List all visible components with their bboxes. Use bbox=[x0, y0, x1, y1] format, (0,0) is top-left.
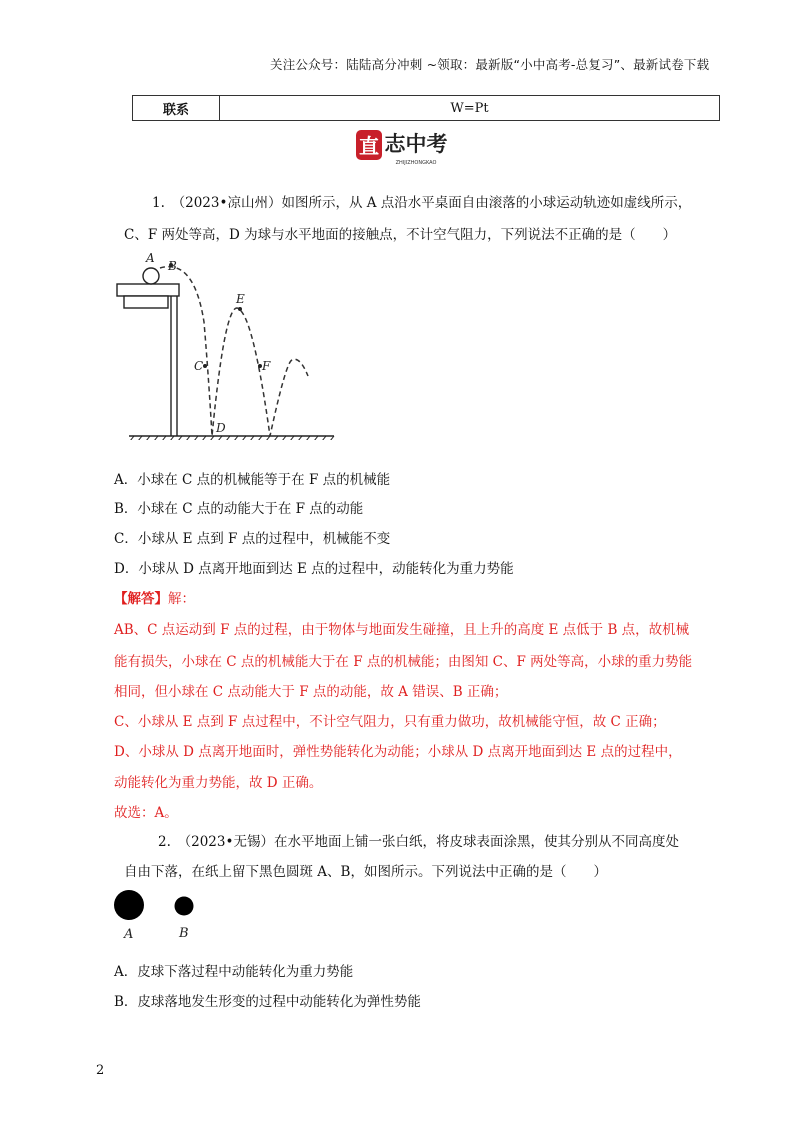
q1-stem-line2: C、F 两处等高，D 为球与水平地面的接触点，不计空气阻力，下列说法不正确的是（ ） bbox=[124, 227, 677, 243]
answer-tag: 【解答】 bbox=[114, 591, 168, 607]
answer-line: AB、C 点运动到 F 点的过程，由于物体与地面发生碰撞，且上升的高度 E 点低于 B 点，故机械 bbox=[114, 622, 690, 638]
q2-stem-line1: 2. （2023•无锡）在水平地面上铺一张白纸，将皮球表面涂黑，使其分别从不同高度处 bbox=[158, 834, 679, 850]
table-value: W=Pt bbox=[220, 96, 720, 121]
page-number: 2 bbox=[96, 1063, 105, 1078]
logo-sub-text: ZHIJIZHONGKAO bbox=[395, 160, 437, 166]
q2-stem-line2: 自由下落，在纸上留下黑色圆斑 A、B，如图所示。下列说法中正确的是（ ） bbox=[124, 864, 607, 880]
answer-tag-suffix: 解： bbox=[168, 591, 195, 607]
q1-option-c: C．小球从 E 点到 F 点的过程中，机械能不变 bbox=[114, 531, 391, 547]
answer-line: D、小球从 D 点离开地面时，弹性势能转化为动能；小球从 D 点离开地面到达 E 点的过程中， bbox=[114, 744, 682, 760]
logo bbox=[354, 124, 450, 168]
spot-label-a: A bbox=[124, 927, 134, 942]
logo-icon-char: 直 bbox=[359, 134, 379, 158]
table-row bbox=[133, 96, 720, 121]
ball bbox=[143, 268, 159, 284]
q1-figure bbox=[114, 252, 340, 440]
point-e bbox=[238, 307, 242, 311]
answer-heading bbox=[114, 593, 195, 607]
trajectory-path bbox=[160, 267, 308, 436]
logo-brand-text: 志中考 bbox=[384, 132, 448, 156]
answer-line: 动能转化为重力势能，故 D 正确。 bbox=[114, 775, 323, 791]
answer-choice: 故选：A。 bbox=[114, 805, 178, 821]
q1-option-a: A．小球在 C 点的机械能等于在 F 点的机械能 bbox=[114, 472, 391, 488]
q2-figure bbox=[112, 888, 222, 948]
spot-label-b: B bbox=[179, 926, 189, 941]
q1-stem-line1: 1. （2023•凉山州）如图所示，从 A 点沿水平桌面自由滚落的小球运动轨迹如虚线所示， bbox=[152, 195, 692, 211]
answer-line: 相同，但小球在 C 点动能大于 F 点的动能，故 A 错误、B 正确； bbox=[114, 684, 508, 700]
q2-option-b: B．皮球落地发生形变的过程中动能转化为弹性势能 bbox=[114, 994, 421, 1010]
table-edge bbox=[124, 296, 168, 308]
label-d: D bbox=[216, 421, 226, 435]
label-a: A bbox=[146, 252, 155, 265]
q1-option-d: D．小球从 D 点离开地面到达 E 点的过程中，动能转化为重力势能 bbox=[114, 561, 514, 577]
q2-option-a: A．皮球下落过程中动能转化为重力势能 bbox=[114, 964, 354, 980]
table-top bbox=[117, 284, 179, 296]
header-promo: 关注公众号：陆陆高分冲刺 ~领取：最新版“小中高考-总复习”、最新试卷下载 bbox=[270, 57, 710, 72]
label-c: C bbox=[194, 359, 204, 373]
answer-line: C、小球从 E 点到 F 点过程中，不计空气阻力，只有重力做功，故机械能守恒，故 C 正确； bbox=[114, 714, 666, 730]
spot-b bbox=[175, 897, 194, 916]
answer-line: 能有损失，小球在 C 点的机械能大于在 F 点的机械能；由图知 C、F 两处等高，小球的重力势能 bbox=[114, 654, 693, 670]
q1-option-b: B．小球在 C 点的动能大于在 F 点的动能 bbox=[114, 501, 364, 517]
point-c bbox=[203, 364, 207, 368]
spot-a bbox=[114, 890, 144, 920]
label-e: E bbox=[236, 292, 245, 306]
formula-table bbox=[132, 95, 720, 121]
label-b: B bbox=[168, 259, 177, 273]
table-key: 联系 bbox=[133, 96, 220, 121]
label-f: F bbox=[262, 359, 271, 373]
